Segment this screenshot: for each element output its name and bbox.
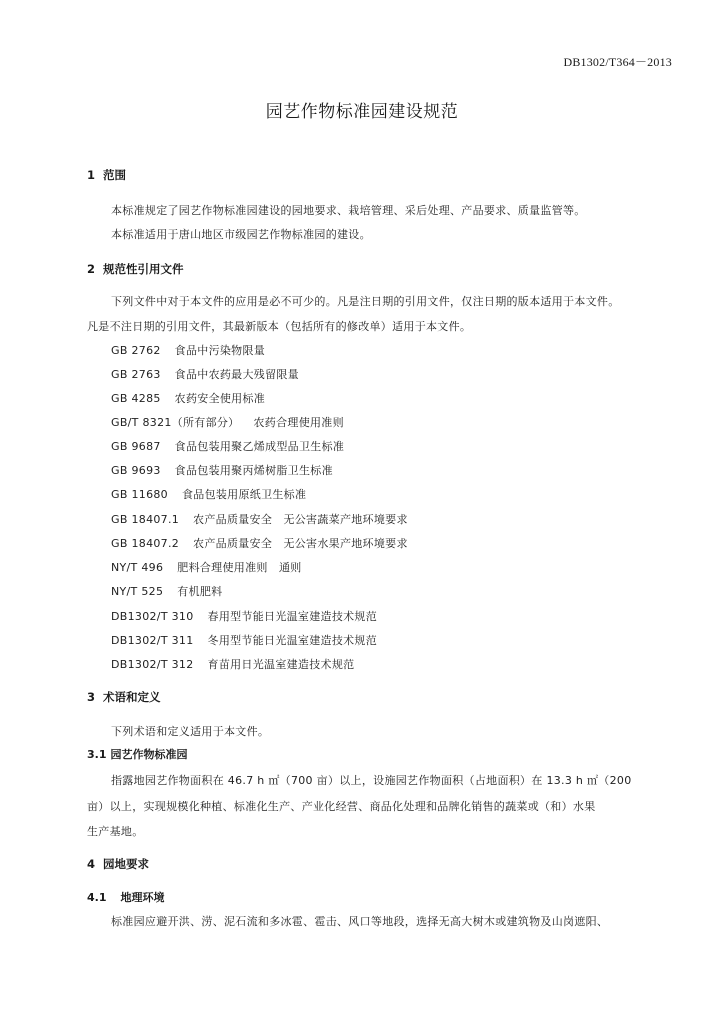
reference-title: 食品中农药最大残留限量 xyxy=(174,368,299,381)
reference-code: DB1302/T 312 xyxy=(111,658,194,671)
section-4-1-title: 地理环境 xyxy=(120,891,165,904)
reference-item xyxy=(111,583,222,599)
reference-title: 食品包装用聚丙烯树脂卫生标准 xyxy=(174,464,333,477)
reference-item xyxy=(111,535,408,551)
reference-item xyxy=(111,414,344,430)
section-4-1-heading xyxy=(87,889,165,905)
reference-item xyxy=(111,486,306,502)
reference-item xyxy=(111,608,377,624)
reference-item xyxy=(111,438,344,454)
section-4-1-paragraph: 标准园应避开洪、涝、泥石流和多冰雹、雹击、风口等地段，选择无高大树木或建筑物及山岗遮阳、 xyxy=(111,915,609,928)
section-4-number: 4 xyxy=(87,857,96,871)
reference-item xyxy=(111,656,354,672)
section-1-number: 1 xyxy=(87,168,96,182)
reference-code: DB1302/T 310 xyxy=(111,610,194,623)
reference-item xyxy=(111,462,333,478)
reference-title: 农药合理使用准则 xyxy=(253,416,344,429)
section-2-intro-line-1: 下列文件中对于本文件的应用是必不可少的。凡是注日期的引用文件，仅注日期的版本适用于本文件。 xyxy=(111,295,620,308)
section-3-1-number: 3.1 xyxy=(87,748,107,761)
reference-code: GB 9687 xyxy=(111,440,161,453)
reference-title: 食品包装用聚乙烯成型品卫生标准 xyxy=(174,440,345,453)
section-4-title: 园地要求 xyxy=(103,857,150,871)
reference-title: 有机肥料 xyxy=(177,585,223,598)
section-4-1-number: 4.1 xyxy=(87,891,107,904)
reference-code: GB 4285 xyxy=(111,392,161,405)
reference-title: 育苗用日光温室建造技术规范 xyxy=(207,658,355,671)
definition-line-1: 指露地园艺作物面积在 46.7 h ㎡（700 亩）以上，设施园艺作物面积（占地面积）在 13.3 h ㎡（200 xyxy=(111,774,632,787)
reference-code: NY/T 525 xyxy=(111,585,164,598)
document-code: DB1302/T364－2013 xyxy=(563,55,672,69)
page-title: 园艺作物标准园建设规范 xyxy=(265,102,459,122)
reference-title: 肥料合理使用准则 通则 xyxy=(177,561,302,574)
section-3-number: 3 xyxy=(87,690,96,704)
reference-title: 春用型节能日光温室建造技术规范 xyxy=(207,610,378,623)
reference-title: 食品包装用原纸卫生标准 xyxy=(181,488,307,501)
section-3-title: 术语和定义 xyxy=(103,690,161,704)
section-2-heading xyxy=(87,261,184,277)
reference-title: 农产品质量安全 无公害蔬菜产地环境要求 xyxy=(193,513,408,526)
reference-title: 农产品质量安全 无公害水果产地环境要求 xyxy=(193,537,408,550)
section-2-number: 2 xyxy=(87,262,96,276)
section-3-1-title: 园艺作物标准园 xyxy=(110,748,188,761)
reference-code: GB/T 8321（所有部分） xyxy=(111,416,240,429)
reference-code: GB 18407.2 xyxy=(111,537,180,550)
reference-code: GB 2762 xyxy=(111,344,161,357)
reference-code: GB 18407.1 xyxy=(111,513,180,526)
section-1-paragraph-1: 本标准规定了园艺作物标准园建设的园地要求、栽培管理、采后处理、产品要求、质量监管等。 xyxy=(111,204,586,217)
reference-code: DB1302/T 311 xyxy=(111,634,194,647)
definition-line-2: 亩）以上，实现规模化种植、标准化生产、产业化经营、商品化处理和品牌化销售的蔬菜或（和）水果 xyxy=(87,800,596,813)
reference-item xyxy=(111,342,265,358)
section-4-heading xyxy=(87,856,149,872)
section-3-1-heading xyxy=(87,746,188,762)
reference-title: 食品中污染物限量 xyxy=(174,344,266,357)
reference-item xyxy=(111,632,377,648)
section-3-heading xyxy=(87,689,161,705)
reference-code: GB 11680 xyxy=(111,488,168,501)
reference-title: 冬用型节能日光温室建造技术规范 xyxy=(207,634,378,647)
reference-code: GB 9693 xyxy=(111,464,161,477)
reference-item xyxy=(111,559,302,575)
section-1-paragraph-2: 本标准适用于唐山地区市级园艺作物标准园的建设。 xyxy=(111,228,371,241)
section-3-intro: 下列术语和定义适用于本文件。 xyxy=(111,725,270,738)
reference-item xyxy=(111,511,408,527)
section-1-heading xyxy=(87,167,126,183)
reference-item xyxy=(111,390,265,406)
reference-title: 农药安全使用标准 xyxy=(174,392,266,405)
reference-code: NY/T 496 xyxy=(111,561,164,574)
reference-code: GB 2763 xyxy=(111,368,161,381)
section-2-title: 规范性引用文件 xyxy=(103,262,184,276)
section-1-title: 范围 xyxy=(103,168,127,182)
definition-line-3: 生产基地。 xyxy=(87,825,144,838)
reference-item xyxy=(111,366,299,382)
section-2-intro-line-2: 凡是不注日期的引用文件，其最新版本（包括所有的修改单）适用于本文件。 xyxy=(87,320,472,333)
